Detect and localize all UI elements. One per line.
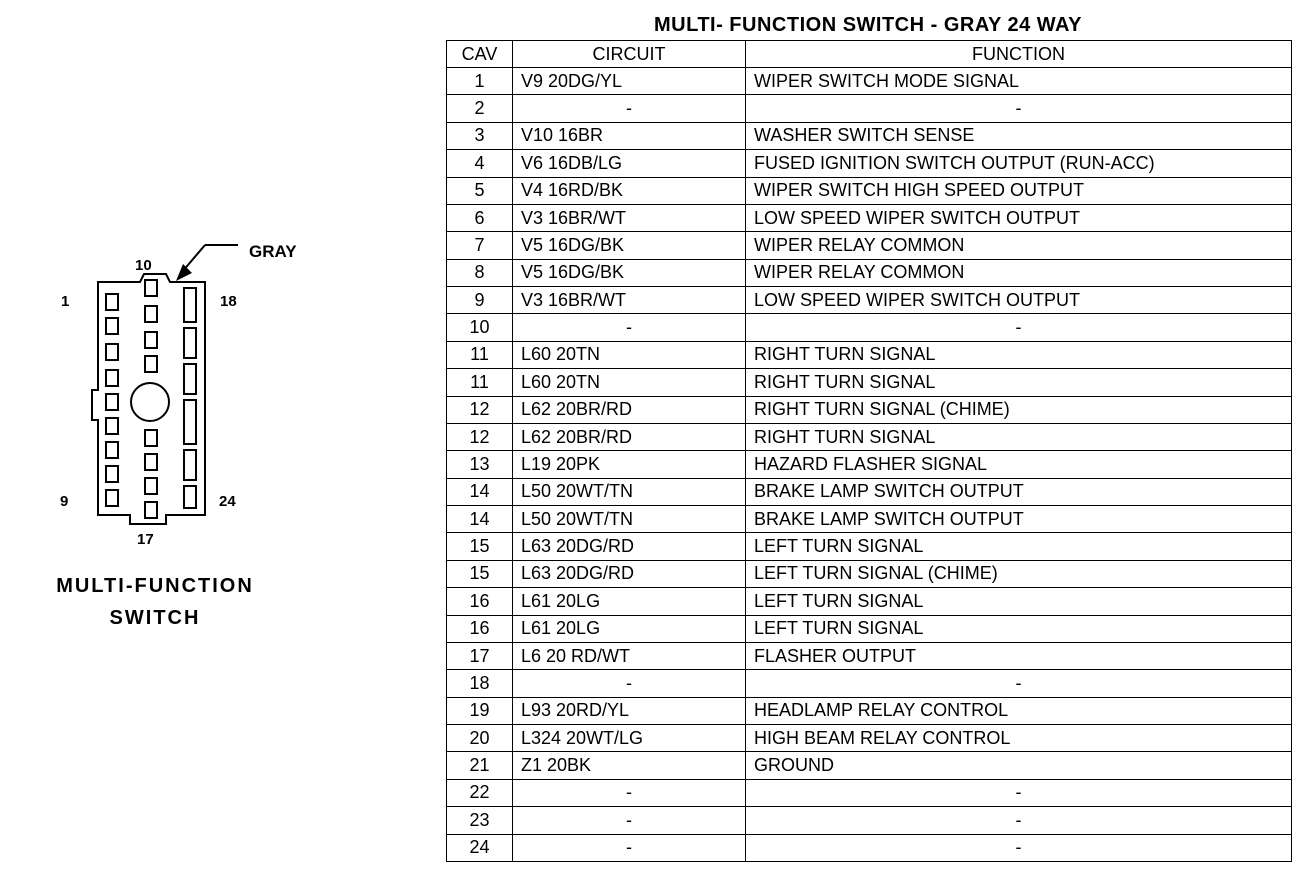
pin-label-1: 1 xyxy=(61,293,70,310)
table-row xyxy=(447,150,1292,177)
connector-name-line2: SWITCH xyxy=(109,607,201,629)
table-row xyxy=(447,287,1292,314)
table-row xyxy=(447,369,1292,396)
cav-cell: 11 xyxy=(447,341,513,368)
table-row xyxy=(447,560,1292,587)
table-title: MULTI- FUNCTION SWITCH - GRAY 24 WAY xyxy=(653,14,1083,36)
circuit-cell: - xyxy=(513,779,746,806)
cav-cell: 18 xyxy=(447,670,513,697)
circuit-cell: L50 20WT/TN xyxy=(513,506,746,533)
cav-cell: 10 xyxy=(447,314,513,341)
circuit-cell: V6 16DB/LG xyxy=(513,150,746,177)
cav-cell: 17 xyxy=(447,642,513,669)
gray-arrowhead xyxy=(176,264,192,281)
circuit-cell: L61 20LG xyxy=(513,615,746,642)
cav-cell: 14 xyxy=(447,506,513,533)
cav-cell: 2 xyxy=(447,95,513,122)
circuit-cell: V3 16BR/WT xyxy=(513,204,746,231)
table-row xyxy=(447,423,1292,450)
table-row xyxy=(447,396,1292,423)
cav-cell: 12 xyxy=(447,423,513,450)
table-row xyxy=(447,725,1292,752)
cav-cell: 22 xyxy=(447,779,513,806)
table-row xyxy=(447,177,1292,204)
table-row xyxy=(447,834,1292,862)
circuit-cell: L60 20TN xyxy=(513,341,746,368)
table-row xyxy=(447,95,1292,122)
function-cell: LEFT TURN SIGNAL xyxy=(746,588,1292,615)
circuit-cell: L63 20DG/RD xyxy=(513,533,746,560)
table-row xyxy=(447,533,1292,560)
connector-diagram xyxy=(0,0,420,560)
table-row xyxy=(447,259,1292,286)
cav-cell: 16 xyxy=(447,588,513,615)
cav-cell: 21 xyxy=(447,752,513,779)
circuit-cell: V10 16BR xyxy=(513,122,746,149)
function-cell: LOW SPEED WIPER SWITCH OUTPUT xyxy=(746,287,1292,314)
cav-cell: 12 xyxy=(447,396,513,423)
circuit-cell: V9 20DG/YL xyxy=(513,68,746,95)
function-cell: LOW SPEED WIPER SWITCH OUTPUT xyxy=(746,204,1292,231)
cav-cell: 7 xyxy=(447,232,513,259)
cav-cell: 14 xyxy=(447,478,513,505)
function-cell: WIPER RELAY COMMON xyxy=(746,232,1292,259)
table-row xyxy=(447,670,1292,697)
function-cell: GROUND xyxy=(746,752,1292,779)
circuit-cell: V3 16BR/WT xyxy=(513,287,746,314)
circuit-cell: L6 20 RD/WT xyxy=(513,642,746,669)
circuit-cell: L62 20BR/RD xyxy=(513,396,746,423)
cav-cell: 8 xyxy=(447,259,513,286)
function-cell: - xyxy=(746,670,1292,697)
circuit-cell: - xyxy=(513,834,746,862)
table-row xyxy=(447,588,1292,615)
cav-cell: 9 xyxy=(447,287,513,314)
cav-cell: 15 xyxy=(447,560,513,587)
cav-cell: 6 xyxy=(447,204,513,231)
function-cell: WASHER SWITCH SENSE xyxy=(746,122,1292,149)
cav-cell: 24 xyxy=(447,834,513,862)
cav-cell: 3 xyxy=(447,122,513,149)
table-row xyxy=(447,779,1292,806)
function-cell: BRAKE LAMP SWITCH OUTPUT xyxy=(746,506,1292,533)
header-function: FUNCTION xyxy=(746,41,1292,68)
circuit-cell: L63 20DG/RD xyxy=(513,560,746,587)
circuit-cell: L60 20TN xyxy=(513,369,746,396)
circuit-cell: V4 16RD/BK xyxy=(513,177,746,204)
circuit-cell: L19 20PK xyxy=(513,451,746,478)
function-cell: - xyxy=(746,314,1292,341)
circuit-cell: L62 20BR/RD xyxy=(513,423,746,450)
function-cell: FLASHER OUTPUT xyxy=(746,642,1292,669)
table-row xyxy=(447,204,1292,231)
function-cell: WIPER RELAY COMMON xyxy=(746,259,1292,286)
table-row xyxy=(447,697,1292,724)
circuit-cell: - xyxy=(513,807,746,834)
function-cell: RIGHT TURN SIGNAL xyxy=(746,341,1292,368)
function-cell: LEFT TURN SIGNAL xyxy=(746,533,1292,560)
function-cell: HAZARD FLASHER SIGNAL xyxy=(746,451,1292,478)
circuit-cell: V5 16DG/BK xyxy=(513,259,746,286)
circuit-cell: L93 20RD/YL xyxy=(513,697,746,724)
function-cell: RIGHT TURN SIGNAL xyxy=(746,423,1292,450)
pin-label-9: 9 xyxy=(60,493,69,510)
function-cell: WIPER SWITCH HIGH SPEED OUTPUT xyxy=(746,177,1292,204)
function-cell: FUSED IGNITION SWITCH OUTPUT (RUN-ACC) xyxy=(746,150,1292,177)
table-header-row xyxy=(447,41,1292,68)
table-row xyxy=(447,506,1292,533)
table-row xyxy=(447,232,1292,259)
table-row xyxy=(447,451,1292,478)
function-cell: HIGH BEAM RELAY CONTROL xyxy=(746,725,1292,752)
cav-cell: 1 xyxy=(447,68,513,95)
circuit-cell: L324 20WT/LG xyxy=(513,725,746,752)
function-cell: RIGHT TURN SIGNAL xyxy=(746,369,1292,396)
cav-cell: 13 xyxy=(447,451,513,478)
circuit-cell: V5 16DG/BK xyxy=(513,232,746,259)
cav-cell: 5 xyxy=(447,177,513,204)
cav-cell: 4 xyxy=(447,150,513,177)
header-circuit: CIRCUIT xyxy=(513,41,746,68)
cav-cell: 11 xyxy=(447,369,513,396)
function-cell: LEFT TURN SIGNAL xyxy=(746,615,1292,642)
connector-color-label: GRAY xyxy=(249,242,297,261)
table-row xyxy=(447,341,1292,368)
cav-cell: 15 xyxy=(447,533,513,560)
table-body xyxy=(447,68,1292,862)
table-row xyxy=(447,122,1292,149)
table-row xyxy=(447,615,1292,642)
table-row xyxy=(447,68,1292,95)
pin-label-10: 10 xyxy=(135,257,152,274)
function-cell: RIGHT TURN SIGNAL (CHIME) xyxy=(746,396,1292,423)
cav-cell: 19 xyxy=(447,697,513,724)
table-row xyxy=(447,314,1292,341)
table-row xyxy=(447,807,1292,834)
pin-label-18: 18 xyxy=(220,293,237,310)
function-cell: HEADLAMP RELAY CONTROL xyxy=(746,697,1292,724)
function-cell: BRAKE LAMP SWITCH OUTPUT xyxy=(746,478,1292,505)
cav-cell: 23 xyxy=(447,807,513,834)
cav-cell: 20 xyxy=(447,725,513,752)
table-row xyxy=(447,642,1292,669)
function-cell: - xyxy=(746,779,1292,806)
header-cav: CAV xyxy=(447,41,513,68)
pinout-table xyxy=(446,40,1292,862)
function-cell: - xyxy=(746,807,1292,834)
circuit-cell: L50 20WT/TN xyxy=(513,478,746,505)
pin-label-24: 24 xyxy=(219,493,236,510)
cav-cell: 16 xyxy=(447,615,513,642)
table-row xyxy=(447,752,1292,779)
function-cell: - xyxy=(746,95,1292,122)
center-keyway-circle xyxy=(131,383,169,421)
left-cavity-column xyxy=(106,294,118,506)
function-cell: - xyxy=(746,834,1292,862)
circuit-cell: - xyxy=(513,314,746,341)
connector-name-line1: MULTI-FUNCTION xyxy=(56,575,254,597)
circuit-cell: - xyxy=(513,95,746,122)
function-cell: LEFT TURN SIGNAL (CHIME) xyxy=(746,560,1292,587)
circuit-cell: L61 20LG xyxy=(513,588,746,615)
circuit-cell: Z1 20BK xyxy=(513,752,746,779)
pin-label-17: 17 xyxy=(137,531,154,548)
function-cell: WIPER SWITCH MODE SIGNAL xyxy=(746,68,1292,95)
circuit-cell: - xyxy=(513,670,746,697)
connector-name xyxy=(40,570,270,634)
table-row xyxy=(447,478,1292,505)
